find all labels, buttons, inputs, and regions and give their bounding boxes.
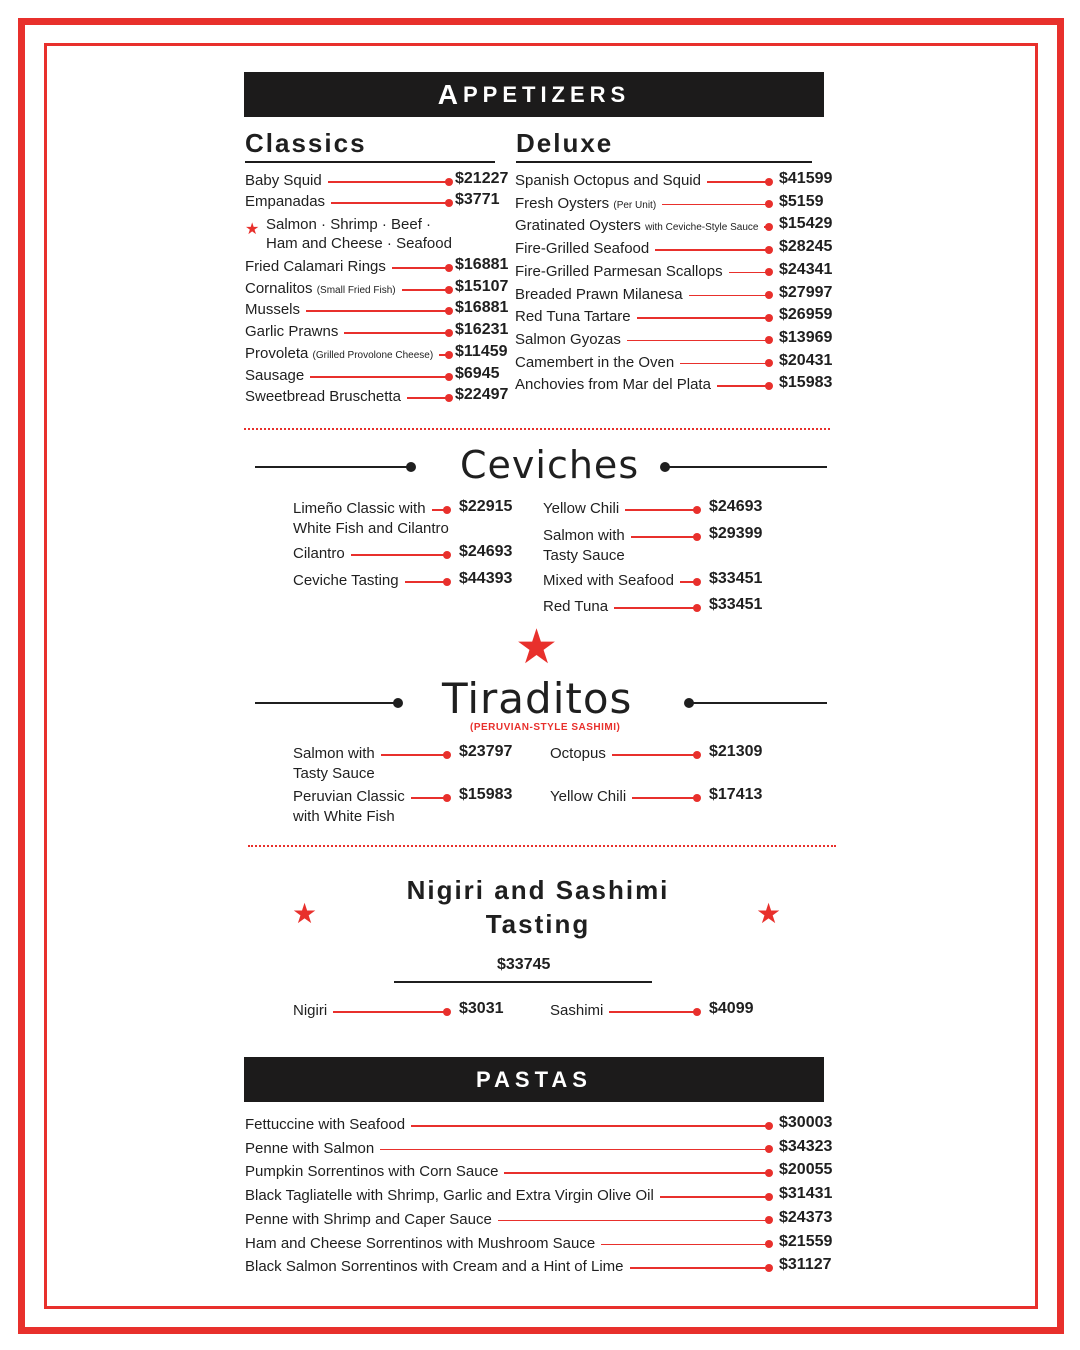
item-name: Empanadas [245,193,331,210]
item-name: Provoleta (Grilled Provolone Cheese) [245,345,439,362]
item-price: $44393 [459,570,513,587]
menu-row [245,1137,839,1160]
item-name: Fresh Oysters (Per Unit) [515,195,662,212]
nigiri-rule [394,981,652,983]
empanada-fillings-1: Salmon · Shrimp · Beef · [266,216,496,236]
menu-row [550,745,769,765]
menu-row [245,1208,839,1231]
item-note: with Ceviche-Style Sauce [645,222,759,234]
tiraditos-rule-dot [393,698,403,708]
menu-row [515,240,839,260]
item-price: $3771 [455,191,500,208]
leader-dot [443,751,451,759]
leader-dot [445,351,453,359]
item-price: $24341 [779,260,833,278]
item-price: $20055 [779,1161,833,1179]
menu-row [245,1187,839,1207]
item-name: Sashimi [550,1002,609,1019]
leader-dot [443,506,451,514]
leader-dot [765,314,773,322]
item-name: Octopus [550,745,612,762]
leader-dot [765,223,773,231]
leader-dot [443,578,451,586]
leader-dot [765,1145,773,1153]
item-name: Salmon with [543,527,631,544]
leader-dot [445,286,453,294]
item-price: $28245 [779,238,833,256]
item-price: $24693 [459,543,513,560]
leader-dot [445,373,453,381]
item-name: Fire-Grilled Parmesan Scallops [515,263,729,280]
item-name: Fire-Grilled Seafood [515,240,655,257]
menu-row-continued [293,808,447,828]
item-price: $26959 [779,306,833,324]
item-price: $24693 [709,498,763,515]
item-name: Anchovies from Mar del Plata [515,376,717,393]
leader-dot [765,268,773,276]
menu-row [543,598,769,618]
item-name: Fettuccine with Seafood [245,1116,411,1133]
item-price: $15983 [459,786,513,803]
item-price: $11459 [455,343,508,360]
menu-row [245,345,515,365]
leader-dot [765,246,773,254]
item-name: Mixed with Seafood [543,572,680,589]
nigiri-tasting-price: $33745 [497,956,551,973]
item-name-line2: Tasty Sauce [293,765,381,782]
leader-dot [693,751,701,759]
menu-row [245,193,515,213]
menu-row [245,301,515,321]
ceviches-title: Ceviches [460,443,640,487]
item-price: $21559 [779,1232,833,1250]
menu-row [515,351,839,374]
leader-dot [693,604,701,612]
item-name: Peruvian Classic [293,788,411,805]
star-icon: ★ [245,221,260,238]
divider-dotted [244,428,830,430]
leader-dot [693,578,701,586]
item-name: Limeño Classic with [293,500,432,517]
item-name: Breaded Prawn Milanesa [515,286,689,303]
tiraditos-subtitle: (PERUVIAN-STYLE SASHIMI) [470,722,621,733]
item-price: $24373 [779,1208,833,1226]
menu-row [515,172,839,192]
menu-row [245,1116,839,1136]
star-icon: ★ [756,898,782,929]
menu-row-continued [543,547,697,567]
menu-row [293,1002,519,1022]
menu-row [245,1232,839,1255]
leader-dot [765,1169,773,1177]
menu-row [245,367,515,387]
star-icon: ★ [515,621,559,674]
item-name-line2: Tasty Sauce [543,547,631,564]
item-name: Ceviche Tasting [293,572,405,589]
item-price: $17413 [709,786,763,803]
item-name: Black Tagliatelle with Shrimp, Garlic and Extra Virgin Olive Oil [245,1187,660,1204]
item-name: Red Tuna Tartare [515,308,637,325]
empanada-fillings-2: Ham and Cheese · Seafood [266,235,496,255]
menu-row [515,328,839,351]
leader-dot [445,178,453,186]
item-price: $15983 [779,374,833,392]
item-price: $34323 [779,1137,833,1155]
pastas-title: PASTAS [476,1066,592,1092]
item-price: $13969 [779,328,833,346]
item-price: $5159 [779,192,824,210]
menu-row [293,788,519,808]
item-price: $16881 [455,256,509,273]
menu-row [515,260,839,283]
leader-dot [693,506,701,514]
leader-dot [765,1240,773,1248]
leader-dot [765,178,773,186]
item-name: Garlic Prawns [245,323,344,340]
item-price: $20431 [779,351,833,369]
star-icon: ★ [292,898,318,929]
item-name: Sweetbread Bruschetta [245,388,407,405]
leader-dot [445,307,453,315]
menu-row [245,1258,839,1278]
nigiri-title [340,873,736,941]
menu-row [245,172,515,192]
item-name: Pumpkin Sorrentinos with Corn Sauce [245,1163,504,1180]
item-name: Ham and Cheese Sorrentinos with Mushroom Sauce [245,1235,601,1252]
tiraditos-title: Tiraditos [442,674,633,723]
divider-dotted [248,845,836,847]
appetizers-title-rest: PPETIZERS [462,81,631,107]
item-price: $6945 [455,365,500,382]
leader-dot [445,394,453,402]
item-price: $21227 [455,170,509,187]
item-price: $4099 [709,1000,754,1017]
item-name: Fried Calamari Rings [245,258,392,275]
menu-row [515,308,839,328]
ceviches-rule-left [255,466,410,468]
item-price: $31431 [779,1185,833,1203]
leader-dot [765,336,773,344]
menu-row [550,788,769,808]
item-name: Salmon with [293,745,381,762]
item-name: Nigiri [293,1002,333,1019]
item-name: Gratinated Oysters with Ceviche-Style Sauce [515,217,764,234]
tiraditos-rule-left [255,702,395,704]
leader-dot [445,199,453,207]
item-price: $22915 [459,498,513,515]
item-price: $30003 [779,1114,833,1131]
menu-row [245,258,515,278]
tiraditos-rule-right [688,702,827,704]
item-price: $31127 [779,1256,832,1274]
item-price: $33451 [709,596,763,613]
menu-row [245,388,515,408]
classics-heading: Classics [245,128,495,163]
ceviches-rule-right [664,466,827,468]
leader-dot [765,382,773,390]
item-name: Penne with Salmon [245,1140,380,1157]
item-price: $16231 [455,321,509,338]
menu-row [245,1163,839,1183]
leader-dot [693,794,701,802]
leader-dot [443,551,451,559]
menu-row [245,280,515,300]
item-name: Cilantro [293,545,351,562]
item-price: $16881 [455,299,509,316]
menu-row [293,745,519,765]
item-name: Red Tuna [543,598,614,615]
menu-row [550,1002,769,1022]
item-price: $21309 [709,743,763,760]
item-price: $15429 [779,215,833,233]
menu-row [543,500,769,520]
ceviches-rule-dot [406,462,416,472]
item-price: $23797 [459,743,513,760]
item-note: (Grilled Provolone Cheese) [312,350,434,361]
item-price: $41599 [779,170,833,187]
item-price: $22497 [455,386,509,403]
item-name: Camembert in the Oven [515,354,680,371]
leader-dot [765,200,773,208]
menu-row-continued [293,765,447,785]
deluxe-heading: Deluxe [516,128,812,163]
menu-row [293,545,519,565]
leader-dot [765,1193,773,1201]
item-name: Penne with Shrimp and Caper Sauce [245,1211,498,1228]
menu-row [515,192,839,215]
item-note: (Per Unit) [613,199,657,211]
leader-dot [765,1264,773,1272]
menu-row-continued [293,520,447,540]
item-price: $15107 [455,278,509,295]
leader-dot [693,1008,701,1016]
item-name: Baby Squid [245,172,328,189]
menu-row [515,217,839,237]
menu-row [515,283,839,306]
leader-dot [765,291,773,299]
item-name-line2: White Fish and Cilantro [293,520,455,537]
menu-row [543,527,769,547]
leader-dot [443,794,451,802]
leader-dot [443,1008,451,1016]
item-price: $3031 [459,1000,504,1017]
menu-row [515,376,839,396]
appetizers-title-first: A [437,78,463,110]
item-name: Mussels [245,301,306,318]
menu-row [245,323,515,343]
item-price: $33451 [709,570,763,587]
menu-row [293,500,519,520]
menu-row [543,572,769,592]
item-name: Yellow Chili [543,500,625,517]
leader-dot [693,533,701,541]
leader-dot [445,329,453,337]
item-name: Black Salmon Sorrentinos with Cream and a Hint of Lime [245,1258,630,1275]
pastas-banner [244,1057,824,1102]
nigiri-title-line1: Nigiri and Sashimi [406,875,670,905]
item-note: (Small Fried Fish) [316,285,396,296]
leader-dot [765,1122,773,1130]
item-name-line2: with White Fish [293,808,401,825]
item-name: Cornalitos (Small Fried Fish) [245,280,402,297]
menu-row [293,572,519,592]
item-name: Sausage [245,367,310,384]
appetizers-banner [244,72,824,117]
item-price: $29399 [709,525,763,542]
item-name: Spanish Octopus and Squid [515,172,707,189]
item-name: Salmon Gyozas [515,331,627,348]
leader-dot [765,1216,773,1224]
item-name: Yellow Chili [550,788,632,805]
nigiri-title-line2: Tasting [485,909,591,939]
leader-dot [765,359,773,367]
item-price: $27997 [779,283,833,301]
leader-dot [445,264,453,272]
